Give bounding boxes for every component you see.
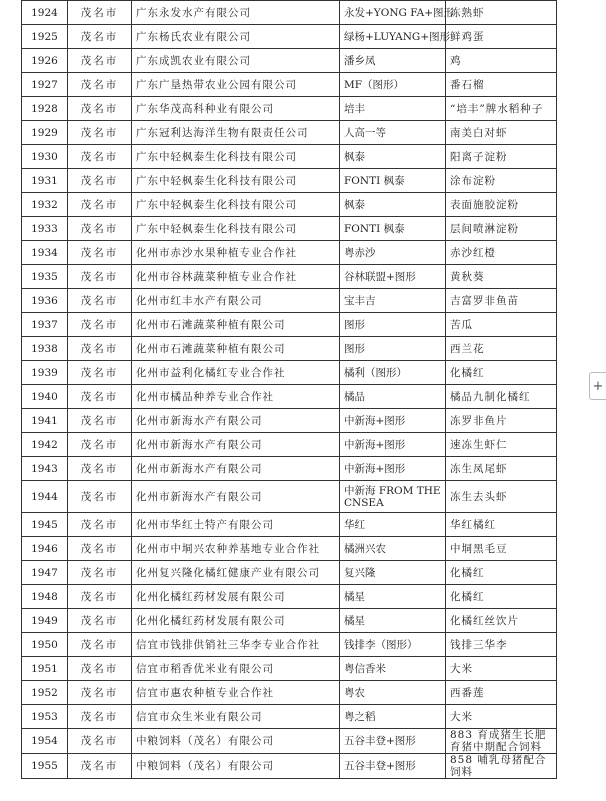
row-product: 阳离子淀粉 [446,145,557,169]
row-city: 茂名市 [68,681,132,705]
row-city: 茂名市 [68,97,132,121]
row-number: 1949 [22,609,68,633]
table-row [22,681,557,705]
row-product: 西兰花 [446,337,557,361]
row-product: 冻熟虾 [446,1,557,25]
row-company: 化州市红丰水产有限公司 [132,289,340,313]
row-product: 鲜鸡蛋 [446,25,557,49]
row-product: 鸡 [446,49,557,73]
row-city: 茂名市 [68,73,132,97]
table-row [22,1,557,25]
row-city: 茂名市 [68,289,132,313]
row-product: 化橘红 [446,361,557,385]
row-city: 茂名市 [68,409,132,433]
row-product: 南美白对虾 [446,121,557,145]
row-company: 中粮饲料（茂名）有限公司 [132,754,340,779]
row-brand: 粤信香米 [340,657,446,681]
row-city: 茂名市 [68,25,132,49]
row-company: 化州市中垌兴农种养基地专业合作社 [132,537,340,561]
table-row [22,481,557,513]
row-city: 茂名市 [68,313,132,337]
row-brand: 宝丰吉 [340,289,446,313]
row-number: 1938 [22,337,68,361]
row-city: 茂名市 [68,457,132,481]
row-product: 大米 [446,657,557,681]
row-brand: 粤赤沙 [340,241,446,265]
row-city: 茂名市 [68,481,132,513]
row-company: 化州市石滩蔬菜种植有限公司 [132,313,340,337]
table-row [22,361,557,385]
table-row [22,561,557,585]
row-number: 1930 [22,145,68,169]
row-company: 化州市华红土特产有限公司 [132,513,340,537]
row-city: 茂名市 [68,1,132,25]
row-number: 1943 [22,457,68,481]
row-product: 层间喷淋淀粉 [446,217,557,241]
row-number: 1947 [22,561,68,585]
row-company: 化州市赤沙水果种植专业合作社 [132,241,340,265]
table-row [22,169,557,193]
row-brand: 永发+YONG FA+图形 [340,1,446,25]
row-product: 冻生去头虾 [446,481,557,513]
row-city: 茂名市 [68,537,132,561]
row-brand: 橘星 [340,585,446,609]
row-brand: 中新海+图形 [340,433,446,457]
row-brand: 潘乡凤 [340,49,446,73]
row-product: 橘品九制化橘红 [446,385,557,409]
row-number: 1926 [22,49,68,73]
row-city: 茂名市 [68,337,132,361]
row-company: 广东成凯农业有限公司 [132,49,340,73]
row-city: 茂名市 [68,609,132,633]
row-company: 化州市益利化橘红专业合作社 [132,361,340,385]
row-company: 化州市新海水产有限公司 [132,457,340,481]
row-number: 1925 [22,25,68,49]
table-row [22,337,557,361]
row-company: 信宜市稻香优米业有限公司 [132,657,340,681]
row-brand: 华红 [340,513,446,537]
row-number: 1937 [22,313,68,337]
table-row [22,609,557,633]
table-row [22,289,557,313]
row-number: 1950 [22,633,68,657]
row-number: 1931 [22,169,68,193]
row-city: 茂名市 [68,433,132,457]
row-product: 表面施胶淀粉 [446,193,557,217]
table-row [22,729,557,754]
row-product: 冻罗非鱼片 [446,409,557,433]
row-number: 1932 [22,193,68,217]
row-city: 茂名市 [68,385,132,409]
row-company: 化州化橘红药材发展有限公司 [132,609,340,633]
row-brand: 钱排李（图形） [340,633,446,657]
row-number: 1955 [22,754,68,779]
row-company: 化州复兴隆化橘红健康产业有限公司 [132,561,340,585]
row-product: 赤沙红橙 [446,241,557,265]
row-company: 信宜市钱排供销社三华李专业合作社 [132,633,340,657]
row-company: 广东华茂高科种业有限公司 [132,97,340,121]
row-city: 茂名市 [68,49,132,73]
row-number: 1946 [22,537,68,561]
row-number: 1928 [22,97,68,121]
row-city: 茂名市 [68,265,132,289]
row-company: 广东杨氏农业有限公司 [132,25,340,49]
row-company: 广东中轻枫泰生化科技有限公司 [132,217,340,241]
row-product: 大米 [446,705,557,729]
row-product: “培丰”牌水稻种子 [446,97,557,121]
row-product: 883 育成猪生长肥育猪中期配合饲料 [446,729,557,754]
row-product: 苦瓜 [446,313,557,337]
row-city: 茂名市 [68,241,132,265]
table-row [22,433,557,457]
row-brand: 中新海 FROM THE CNSEA [340,481,446,513]
row-number: 1945 [22,513,68,537]
row-company: 广东中轻枫泰生化科技有限公司 [132,193,340,217]
table-row [22,313,557,337]
row-brand: 橘星 [340,609,446,633]
table-row [22,754,557,779]
row-city: 茂名市 [68,121,132,145]
row-number: 1929 [22,121,68,145]
row-city: 茂名市 [68,754,132,779]
table-row [22,49,557,73]
row-brand: 橘洲兴农 [340,537,446,561]
row-product: 858 哺乳母猪配合饲料 [446,754,557,779]
row-product: 化橘红 [446,585,557,609]
table-row [22,97,557,121]
table-row [22,385,557,409]
row-company: 广东中轻枫泰生化科技有限公司 [132,169,340,193]
row-product: 中垌黑毛豆 [446,537,557,561]
row-city: 茂名市 [68,217,132,241]
row-number: 1948 [22,585,68,609]
row-city: 茂名市 [68,657,132,681]
row-brand: 绿杨+LUYANG+图形 [340,25,446,49]
product-registry-table [21,0,557,779]
table-row [22,265,557,289]
table-row [22,585,557,609]
row-number: 1933 [22,217,68,241]
table-row [22,537,557,561]
row-number: 1942 [22,433,68,457]
row-number: 1924 [22,1,68,25]
row-company: 化州市新海水产有限公司 [132,433,340,457]
row-number: 1952 [22,681,68,705]
row-brand: 粤之稻 [340,705,446,729]
row-product: 速冻生虾仁 [446,433,557,457]
table-row [22,409,557,433]
row-company: 信宜市众生米业有限公司 [132,705,340,729]
row-brand: 复兴隆 [340,561,446,585]
row-city: 茂名市 [68,145,132,169]
row-brand: 培丰 [340,97,446,121]
row-brand: 粤农 [340,681,446,705]
row-brand: 五谷丰登+图形 [340,754,446,779]
table-row [22,121,557,145]
row-company: 广东冠利达海洋生物有限责任公司 [132,121,340,145]
row-product: 化橘红丝饮片 [446,609,557,633]
row-product: 黄秋葵 [446,265,557,289]
row-number: 1953 [22,705,68,729]
row-brand: FONTI 枫泰 [340,217,446,241]
row-product: 钱排三华李 [446,633,557,657]
row-city: 茂名市 [68,729,132,754]
table-row [22,457,557,481]
row-city: 茂名市 [68,169,132,193]
row-company: 化州市石滩蔬菜种植有限公司 [132,337,340,361]
row-company: 化州市橘品种养专业合作社 [132,385,340,409]
row-brand: 谷林联盟+图形 [340,265,446,289]
row-brand: 枫泰 [340,145,446,169]
table-body [22,1,557,779]
row-product: 吉富罗非鱼苗 [446,289,557,313]
row-company: 广东永发水产有限公司 [132,1,340,25]
table-row [22,73,557,97]
row-product: 涂布淀粉 [446,169,557,193]
row-brand: 橘利（图形） [340,361,446,385]
row-number: 1934 [22,241,68,265]
row-city: 茂名市 [68,561,132,585]
table-row [22,145,557,169]
row-company: 广东中轻枫泰生化科技有限公司 [132,145,340,169]
row-brand: 枫泰 [340,193,446,217]
row-brand: 图形 [340,337,446,361]
row-product: 冻生凤尾虾 [446,457,557,481]
row-brand: 人高一等 [340,121,446,145]
row-city: 茂名市 [68,633,132,657]
row-number: 1935 [22,265,68,289]
row-product: 西番莲 [446,681,557,705]
row-brand: 五谷丰登+图形 [340,729,446,754]
table-row [22,25,557,49]
row-city: 茂名市 [68,705,132,729]
row-product: 番石榴 [446,73,557,97]
row-product: 化橘红 [446,561,557,585]
row-company: 中粮饲料（茂名）有限公司 [132,729,340,754]
row-number: 1939 [22,361,68,385]
row-company: 化州市谷林蔬菜种植专业合作社 [132,265,340,289]
table-row [22,217,557,241]
row-number: 1954 [22,729,68,754]
row-brand: 中新海+图形 [340,457,446,481]
row-company: 化州化橘红药材发展有限公司 [132,585,340,609]
row-city: 茂名市 [68,361,132,385]
table-row [22,705,557,729]
table-row [22,657,557,681]
table-row [22,241,557,265]
row-brand: 橘品 [340,385,446,409]
row-city: 茂名市 [68,513,132,537]
row-city: 茂名市 [68,585,132,609]
row-number: 1936 [22,289,68,313]
row-company: 化州市新海水产有限公司 [132,409,340,433]
row-city: 茂名市 [68,193,132,217]
table-row [22,633,557,657]
row-company: 广东广垦热带农业公园有限公司 [132,73,340,97]
row-brand: 中新海+图形 [340,409,446,433]
table-row [22,193,557,217]
row-company: 化州市新海水产有限公司 [132,481,340,513]
expand-plus-icon[interactable]: + [589,372,606,400]
row-number: 1944 [22,481,68,513]
row-number: 1951 [22,657,68,681]
row-brand: MF（图形） [340,73,446,97]
table-row [22,513,557,537]
row-number: 1940 [22,385,68,409]
row-product: 华红橘红 [446,513,557,537]
row-number: 1927 [22,73,68,97]
row-number: 1941 [22,409,68,433]
row-company: 信宜市惠农种植专业合作社 [132,681,340,705]
row-brand: 图形 [340,313,446,337]
row-brand: FONTI 枫泰 [340,169,446,193]
